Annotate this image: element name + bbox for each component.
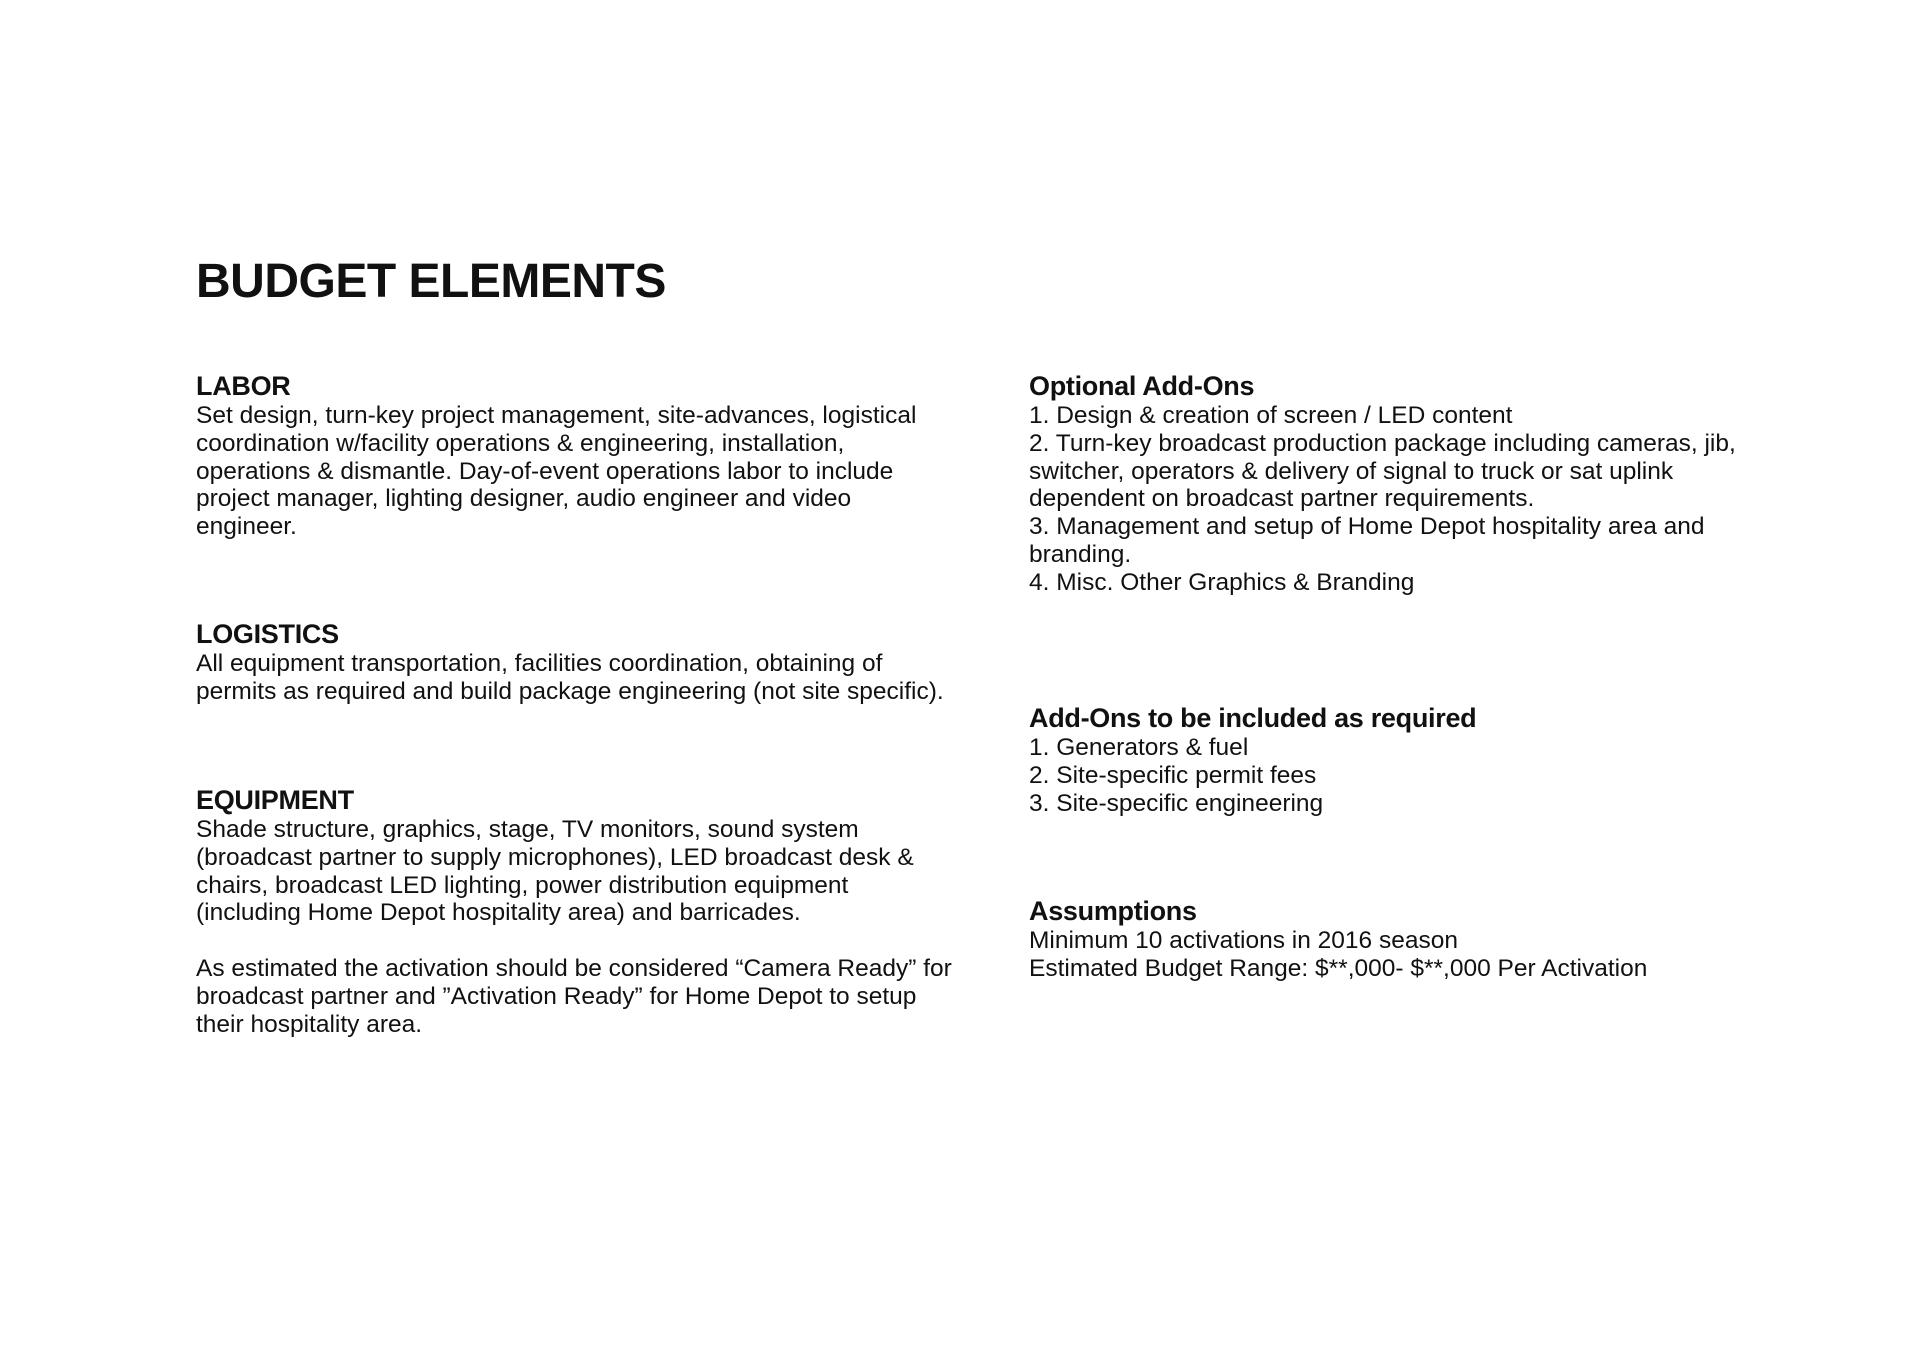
required-addons-line: 1. Generators & fuel <box>1029 734 1249 761</box>
labor-line: coordination w/facility operations & engineering, installation, <box>196 429 845 457</box>
logistics-heading: LOGISTICS <box>196 619 339 649</box>
equipment-note-line: broadcast partner and ”Activation Ready” for Home Depot to setup <box>196 982 917 1010</box>
optional-addons-section <box>1029 370 1819 597</box>
optional-addons-line: 4. Misc. Other Graphics & Branding <box>1029 568 1415 596</box>
logistics-section <box>196 618 986 706</box>
labor-line: Set design, turn-key project management, site-advances, logistical <box>196 402 917 429</box>
assumptions-heading: Assumptions <box>1029 896 1197 926</box>
optional-addons-line: 3. Management and setup of Home Depot hospitality area and <box>1029 513 1705 541</box>
labor-line: engineer. <box>196 513 297 541</box>
required-addons-line: 2. Site-specific permit fees <box>1029 761 1317 789</box>
required-addons-line: 3. Site-specific engineering <box>1029 789 1324 817</box>
labor-section <box>196 370 986 541</box>
assumptions-line: Minimum 10 activations in 2016 season <box>1029 927 1458 954</box>
equipment-line: (including Home Depot hospitality area) and barricades. <box>196 899 801 927</box>
paragraph-gap <box>196 927 986 955</box>
optional-addons-line: 1. Design & creation of screen / LED content <box>1029 402 1513 429</box>
equipment-section <box>196 784 986 1038</box>
equipment-line: chairs, broadcast LED lighting, power distribution equipment <box>196 871 849 899</box>
optional-addons-line: branding. <box>1029 540 1132 568</box>
optional-addons-heading: Optional Add-Ons <box>1029 371 1255 401</box>
equipment-line: Shade structure, graphics, stage, TV monitors, sound system <box>196 816 859 843</box>
labor-heading: LABOR <box>196 371 291 401</box>
labor-line: operations & dismantle. Day-of-event operations labor to include <box>196 457 894 485</box>
equipment-line: (broadcast partner to supply microphones), LED broadcast desk & <box>196 843 914 871</box>
equipment-note-line: their hospitality area. <box>196 1010 423 1038</box>
equipment-note-line: As estimated the activation should be considered “Camera Ready” for <box>196 954 952 982</box>
assumptions-section <box>1029 895 1819 983</box>
equipment-heading: EQUIPMENT <box>196 785 354 815</box>
optional-addons-line: dependent on broadcast partner requirements. <box>1029 485 1535 513</box>
labor-line: project manager, lighting designer, audio engineer and video <box>196 485 852 513</box>
assumptions-line: Estimated Budget Range: $**,000- $**,000 Per Activation <box>1029 954 1648 982</box>
required-addons-section <box>1029 702 1819 817</box>
optional-addons-line: 2. Turn-key broadcast production package including cameras, jib, <box>1029 429 1736 457</box>
logistics-line: All equipment transportation, facilities coordination, obtaining of <box>196 650 883 677</box>
required-addons-heading: Add-Ons to be included as required <box>1029 703 1477 733</box>
page-title: BUDGET ELEMENTS <box>196 255 666 308</box>
optional-addons-line: switcher, operators & delivery of signal to truck or sat uplink <box>1029 457 1674 485</box>
logistics-line: permits as required and build package engineering (not site specific). <box>196 677 944 705</box>
